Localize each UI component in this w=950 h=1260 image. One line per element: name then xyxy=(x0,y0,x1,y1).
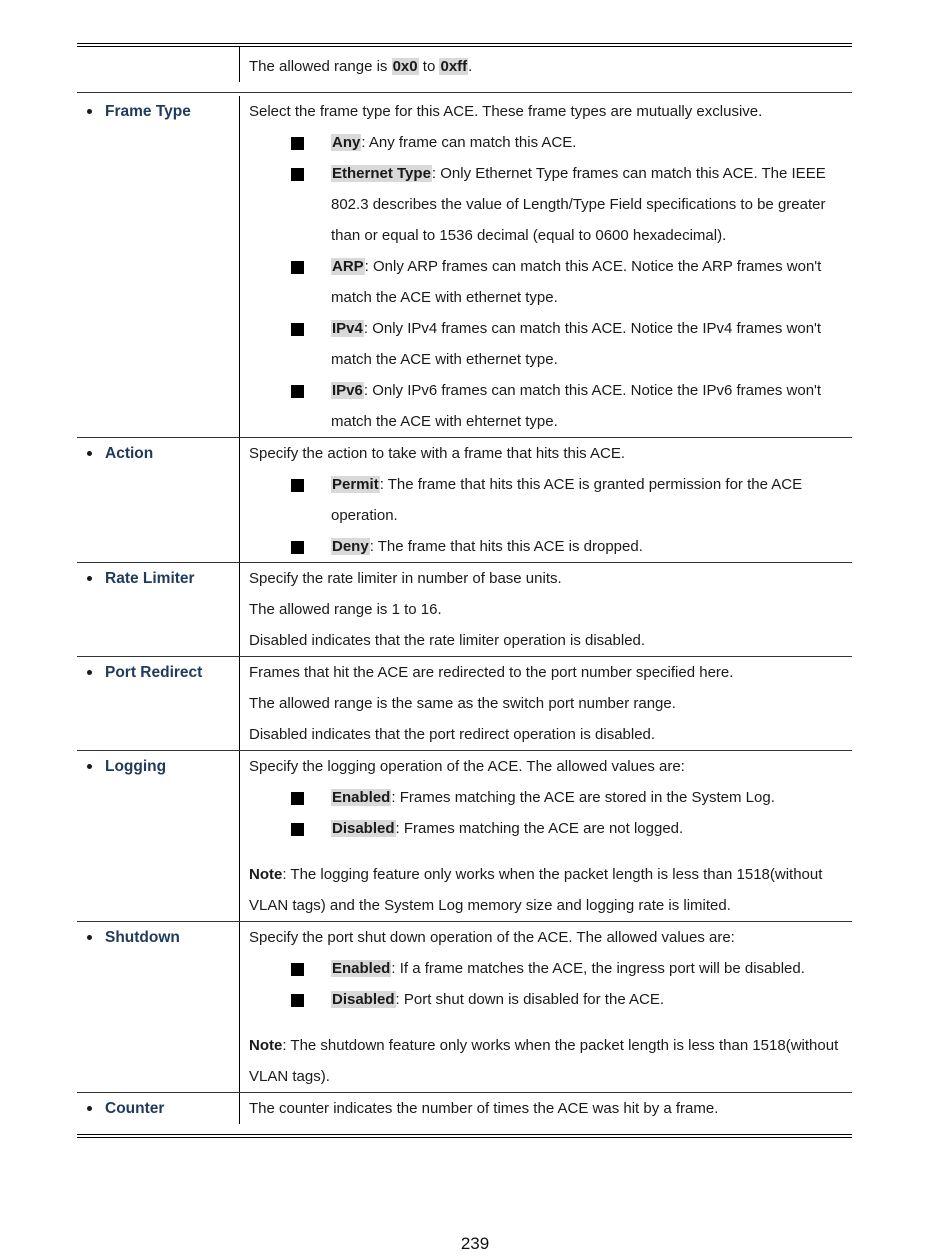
term-desc: : Only IPv6 frames can match this ACE. Notice the IPv6 frames won't match the ACE with ehternet type. xyxy=(331,382,822,430)
list-item xyxy=(249,469,844,531)
list-item xyxy=(249,984,844,1015)
square-bullet-icon xyxy=(291,469,331,500)
table-row-logging xyxy=(77,751,852,922)
square-bullet-icon xyxy=(291,984,331,1015)
term: Ethernet Type xyxy=(332,165,431,182)
note-text xyxy=(249,859,844,921)
term: Permit xyxy=(332,476,379,493)
term: IPv4 xyxy=(332,320,363,337)
square-bullet-icon xyxy=(291,158,331,189)
note-body: : The logging feature only works when the packet length is less than 1518(without VLAN tags) and the System Log memory size and logging rate is limited. xyxy=(249,866,823,914)
term: ARP xyxy=(332,258,364,275)
term: Enabled xyxy=(332,789,391,806)
desc-intro: Specify the action to take with a frame that hits this ACE. xyxy=(249,445,626,462)
desc-line: Specify the rate limiter in number of base units. xyxy=(249,570,562,587)
list-item xyxy=(249,313,844,375)
desc-line: Disabled indicates that the rate limiter operation is disabled. xyxy=(249,632,646,649)
term: Disabled xyxy=(332,820,395,837)
param-label: Rate Limiter xyxy=(105,569,195,587)
note-label: Note xyxy=(249,866,283,883)
desc-cell xyxy=(240,922,852,1092)
desc-cell xyxy=(240,47,852,82)
param-cell xyxy=(77,563,240,656)
desc-cell xyxy=(240,1093,852,1124)
param-name-logging xyxy=(85,751,239,782)
range-text xyxy=(249,51,844,82)
param-cell-empty xyxy=(77,47,240,82)
list-item xyxy=(249,375,844,437)
param-label: Frame Type xyxy=(105,102,191,120)
table-row-action xyxy=(77,438,852,563)
param-label: Counter xyxy=(105,1099,165,1117)
bullet-dot-icon xyxy=(87,670,92,675)
desc-cell xyxy=(240,751,852,921)
list-item xyxy=(249,953,844,984)
table-row-continuation xyxy=(77,47,852,93)
list-item xyxy=(249,251,844,313)
param-cell xyxy=(77,657,240,750)
term-desc: : Port shut down is disabled for the ACE. xyxy=(395,991,665,1008)
param-name-port-redirect xyxy=(85,657,239,688)
square-bullet-icon xyxy=(291,375,331,406)
param-label: Logging xyxy=(105,757,167,775)
term-desc: : The frame that hits this ACE is dropped. xyxy=(369,538,643,555)
page-number: 239 xyxy=(460,1234,490,1253)
note-label: Note xyxy=(249,1037,283,1054)
term-desc: : Any frame can match this ACE. xyxy=(361,134,577,151)
desc-cell xyxy=(240,96,852,437)
param-cell xyxy=(77,438,240,562)
desc-intro: Specify the logging operation of the ACE. The allowed values are: xyxy=(249,758,685,775)
param-name-counter xyxy=(85,1093,239,1124)
desc-cell xyxy=(240,657,852,750)
list-item xyxy=(249,813,844,844)
range-mid: to xyxy=(418,58,440,75)
desc-line: The allowed range is the same as the switch port number range. xyxy=(249,695,676,712)
term-desc: : Only IPv4 frames can match this ACE. Notice the IPv4 frames won't match the ACE with ethernet type. xyxy=(331,320,822,368)
table-row-frame-type xyxy=(77,93,852,438)
param-name-shutdown xyxy=(85,922,239,953)
bullet-dot-icon xyxy=(87,451,92,456)
desc-intro: Select the frame type for this ACE. These frame types are mutually exclusive. xyxy=(249,103,763,120)
term-desc: : If a frame matches the ACE, the ingress port will be disabled. xyxy=(391,960,805,977)
note-body: : The shutdown feature only works when the packet length is less than 1518(without VLAN tags). xyxy=(249,1037,839,1085)
desc-line: Disabled indicates that the port redirect operation is disabled. xyxy=(249,726,656,743)
table-row-shutdown xyxy=(77,922,852,1093)
param-cell xyxy=(77,1093,240,1124)
list-item xyxy=(249,782,844,813)
desc-cell xyxy=(240,563,852,656)
param-label: Shutdown xyxy=(105,928,180,946)
term: Deny xyxy=(332,538,369,555)
term: Disabled xyxy=(332,991,395,1008)
list-item xyxy=(249,127,844,158)
bullet-dot-icon xyxy=(87,764,92,769)
param-cell xyxy=(77,96,240,437)
table-row-port-redirect xyxy=(77,657,852,751)
note-text xyxy=(249,1030,844,1092)
param-name-frame-type xyxy=(85,96,239,127)
square-bullet-icon xyxy=(291,782,331,813)
range-max-value: 0xff xyxy=(440,58,468,75)
range-post: . xyxy=(468,58,473,75)
desc-line: The allowed range is 1 to 16. xyxy=(249,601,442,618)
square-bullet-icon xyxy=(291,953,331,984)
square-bullet-icon xyxy=(291,127,331,158)
param-label: Port Redirect xyxy=(105,663,203,681)
parameter-table xyxy=(77,43,852,1138)
param-cell xyxy=(77,922,240,1092)
square-bullet-icon xyxy=(291,531,331,562)
list-item xyxy=(249,158,844,251)
term: IPv6 xyxy=(332,382,363,399)
term-desc: : The frame that hits this ACE is granted permission for the ACE operation. xyxy=(331,476,803,524)
term: Enabled xyxy=(332,960,391,977)
bullet-dot-icon xyxy=(87,576,92,581)
table-row-counter xyxy=(77,1093,852,1134)
square-bullet-icon xyxy=(291,251,331,282)
bullet-dot-icon xyxy=(87,1106,92,1111)
list-item xyxy=(249,531,844,562)
term-desc: : Only ARP frames can match this ACE. Notice the ARP frames won't match the ACE with ethernet type. xyxy=(331,258,822,306)
square-bullet-icon xyxy=(291,813,331,844)
desc-intro: Specify the port shut down operation of the ACE. The allowed values are: xyxy=(249,929,735,946)
range-min-value: 0x0 xyxy=(392,58,418,75)
term-desc: : Frames matching the ACE are not logged. xyxy=(395,820,684,837)
param-name-rate-limiter xyxy=(85,563,239,594)
term-desc: : Frames matching the ACE are stored in the System Log. xyxy=(391,789,775,806)
range-pre: The allowed range is xyxy=(249,58,392,75)
bullet-dot-icon xyxy=(87,935,92,940)
term: Any xyxy=(332,134,361,151)
square-bullet-icon xyxy=(291,313,331,344)
desc-line: Frames that hit the ACE are redirected to the port number specified here. xyxy=(249,664,734,681)
param-label: Action xyxy=(105,444,154,462)
table-row-rate-limiter xyxy=(77,563,852,657)
bullet-dot-icon xyxy=(87,109,92,114)
desc-cell xyxy=(240,438,852,562)
desc-intro: The counter indicates the number of times the ACE was hit by a frame. xyxy=(249,1100,719,1117)
param-name-action xyxy=(85,438,239,469)
term-desc: : Only Ethernet Type frames can match this ACE. The IEEE 802.3 describes the value of Length/Type Field specifications to be greater than or equal to 1536 decimal (equal to 0600 hexadecimal). xyxy=(331,165,826,244)
param-cell xyxy=(77,751,240,921)
